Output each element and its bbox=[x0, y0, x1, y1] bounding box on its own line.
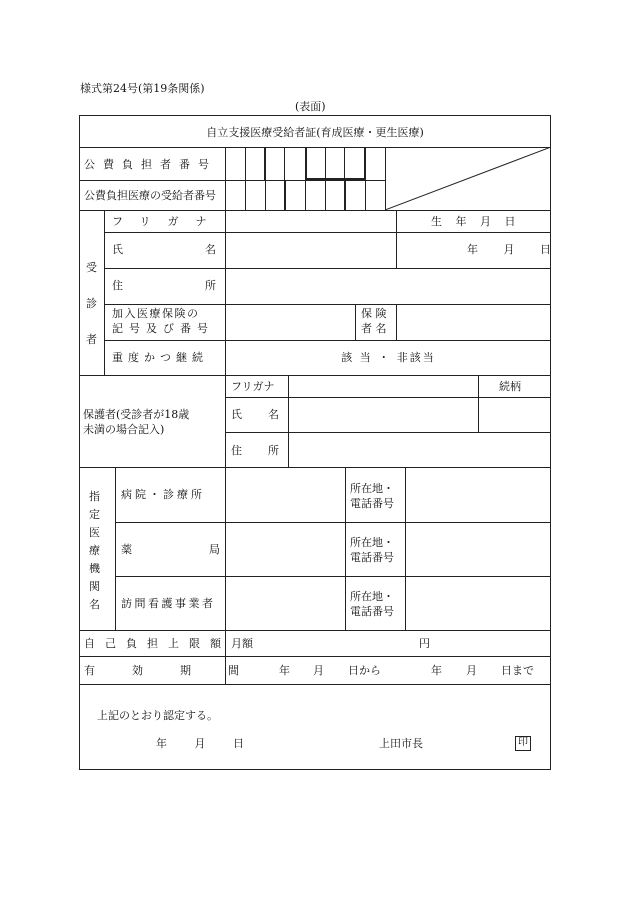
col-divider bbox=[115, 467, 116, 630]
digit-box bbox=[245, 147, 246, 210]
col-divider bbox=[478, 375, 479, 432]
row-divider bbox=[79, 684, 551, 685]
row-divider bbox=[79, 210, 551, 211]
diagonal-slash bbox=[385, 147, 551, 210]
nursing-label: 訪問看護事業者 bbox=[121, 597, 216, 610]
col-divider bbox=[396, 304, 397, 340]
guardian-label-line2: 未満の場合記入) bbox=[83, 423, 165, 436]
patient-address-label: 住所 bbox=[112, 279, 298, 292]
row-divider bbox=[115, 576, 551, 577]
patient-name-label-text: 氏名 bbox=[112, 243, 298, 256]
col-divider bbox=[396, 210, 397, 268]
insurance-label-line1: 加入医療保険の bbox=[112, 307, 200, 320]
digit-separator bbox=[364, 147, 366, 180]
digit-separator bbox=[265, 180, 266, 210]
guardian-label-line1: 保護者(受診者が18歳 bbox=[83, 408, 190, 421]
hospital-location-label-2: 電話番号 bbox=[350, 497, 394, 510]
patient-birth-date-format: 年 月 日 bbox=[467, 243, 551, 256]
pharmacy-location-label-2: 電話番号 bbox=[350, 551, 394, 564]
col-divider bbox=[104, 210, 105, 375]
recipient-number-label: 公費負担医療の受給者番号 bbox=[84, 189, 216, 202]
pharmacy-label: 薬局 bbox=[121, 543, 297, 556]
certificate-title: 自立支援医療受給者証(育成医療・更生医療) bbox=[206, 126, 424, 139]
row-divider bbox=[79, 375, 551, 376]
certification-date: 年 月 日 bbox=[156, 737, 244, 750]
nursing-location-label-1: 所在地・ bbox=[350, 590, 394, 603]
col-divider bbox=[405, 467, 406, 630]
row-divider bbox=[115, 522, 551, 523]
form-number: 様式第24号(第19条関係) bbox=[80, 82, 205, 95]
nursing-location-label-2: 電話番号 bbox=[350, 605, 394, 618]
col-divider bbox=[225, 147, 226, 684]
issuer-name: 上田市長 bbox=[379, 737, 423, 750]
digit-separator bbox=[305, 147, 307, 180]
validity-to-day: 日まで bbox=[501, 664, 534, 677]
severity-value: 該 当 ・ 非該当 bbox=[341, 351, 436, 364]
patient-section-label: 受診者 bbox=[86, 261, 97, 346]
insurance-label-line2: 記号及び番号 bbox=[112, 322, 214, 335]
guardian-name-label: 氏名 bbox=[231, 408, 305, 421]
row-divider bbox=[225, 432, 551, 433]
guardian-relation-label: 続柄 bbox=[499, 380, 521, 393]
row-divider bbox=[104, 340, 551, 341]
copay-yen: 円 bbox=[419, 637, 430, 650]
severity-label: 重度かつ継続 bbox=[112, 351, 208, 364]
insurer-label-line2: 者 名 bbox=[361, 322, 387, 335]
digit-separator bbox=[344, 180, 346, 210]
row-divider bbox=[104, 232, 551, 233]
pharmacy-location-label-1: 所在地・ bbox=[350, 536, 394, 549]
col-divider bbox=[345, 467, 346, 630]
official-seal: 印 bbox=[515, 736, 531, 751]
institutions-section-label: 指定医療機関名 bbox=[89, 490, 100, 611]
form-side-label: (表面) bbox=[295, 100, 326, 113]
row-divider bbox=[104, 304, 551, 305]
digit-separator bbox=[284, 147, 285, 180]
row-divider bbox=[79, 180, 385, 181]
patient-birth-label: 生 年 月 日 bbox=[431, 215, 521, 228]
guardian-address-label: 住所 bbox=[231, 444, 305, 457]
hospital-location-label-1: 所在地・ bbox=[350, 482, 394, 495]
col-divider bbox=[355, 304, 356, 340]
guardian-furigana-label: フリガナ bbox=[231, 380, 275, 393]
copay-monthly: 月額 bbox=[231, 637, 253, 650]
insurer-label-line1: 保 険 bbox=[361, 307, 387, 320]
validity-to-month: 月 bbox=[466, 664, 477, 677]
validity-to-year: 年 bbox=[431, 664, 442, 677]
row-divider bbox=[225, 397, 551, 398]
digit-separator bbox=[264, 147, 266, 180]
certification-statement: 上記のとおり認定する。 bbox=[97, 709, 218, 722]
validity-label: 有効期間 bbox=[84, 664, 276, 677]
validity-from-day: 日から bbox=[348, 664, 381, 677]
patient-furigana-label: フリガナ bbox=[112, 215, 224, 228]
digit-separator bbox=[344, 147, 345, 180]
patient-name-label bbox=[112, 243, 298, 256]
validity-from-month: 月 bbox=[313, 664, 324, 677]
hospital-label: 病院・診療所 bbox=[121, 488, 205, 501]
row-divider bbox=[79, 630, 551, 631]
row-divider bbox=[79, 656, 551, 657]
row-divider bbox=[104, 268, 551, 269]
row-divider bbox=[79, 467, 551, 468]
validity-from-year: 年 bbox=[279, 664, 290, 677]
digit-separator bbox=[305, 178, 366, 180]
digit-separator bbox=[284, 180, 286, 210]
payer-number-label: 公費負担者番号 bbox=[84, 158, 217, 171]
copay-label: 自己負担上限額 bbox=[84, 637, 231, 650]
